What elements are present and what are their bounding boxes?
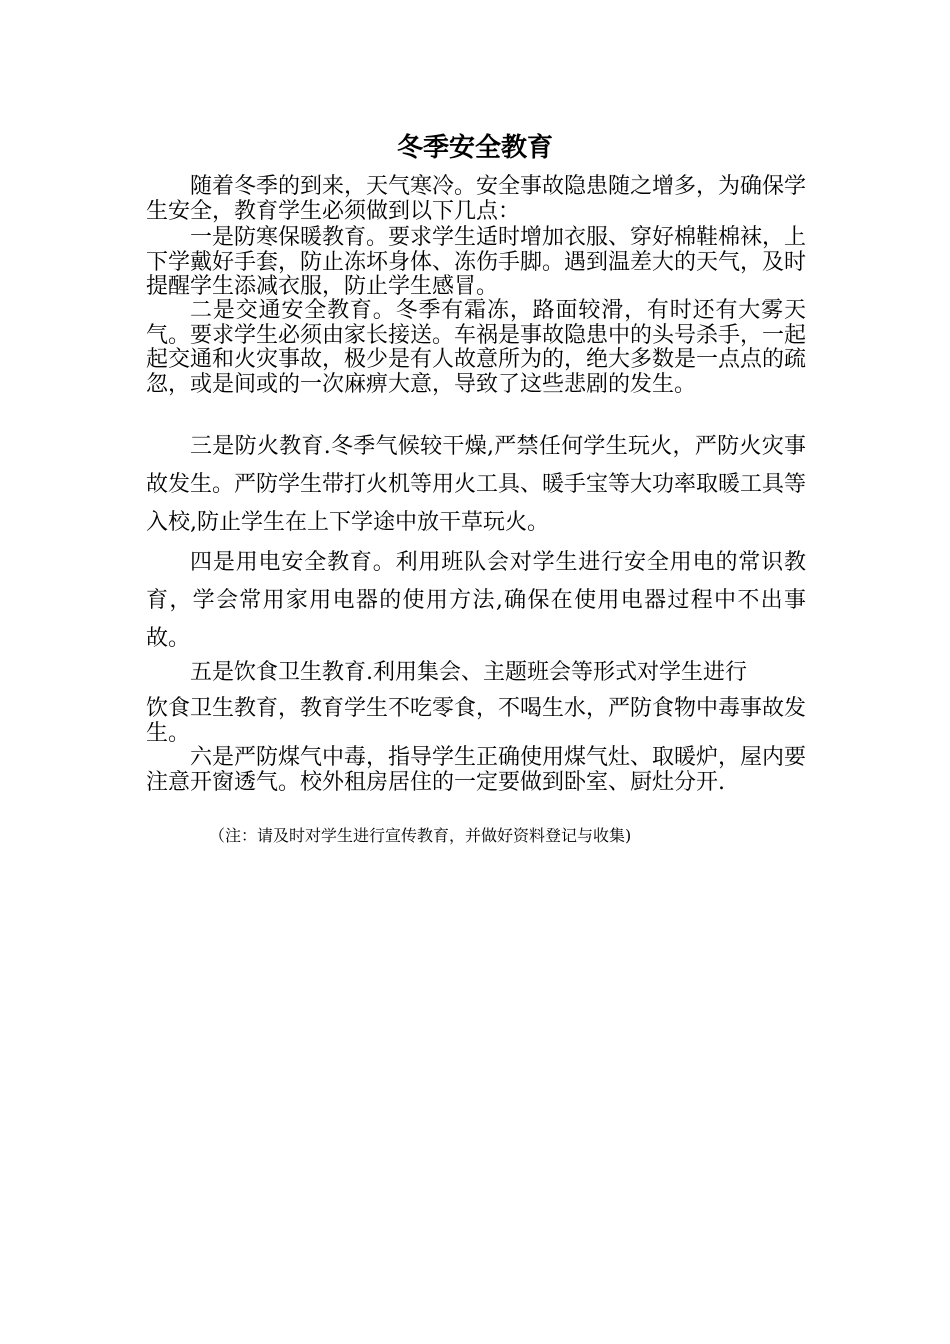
- page-title: 冬季安全教育: [396, 133, 553, 163]
- paragraph-electrical-safety: 四是用电安全教育。利用班队会对学生进行安全用电的常识教育，学会常用家用电器的使用方法,确保在使用电器过程中不出事故。: [146, 550, 806, 651]
- paragraph-traffic-safety: 二是交通安全教育。冬季有霜冻，路面较滑，有时还有大雾天气。要求学生必须由家长接送。车祸是事故隐患中的头号杀手，一起起交通和火灾事故，极少是有人故意所为的，绝大多数是一点点的疏忽，或是间或的一次麻痹大意，导致了这些悲剧的发生。: [146, 298, 807, 397]
- paragraph-cold-protection: 一是防寒保暖教育。要求学生适时增加衣服、穿好棉鞋棉袜，上下学戴好手套，防止冻坏身体、冻伤手脚。遇到温差大的天气，及时提醒学生添减衣服，防止学生感冒。: [146, 225, 807, 299]
- paragraph-intro: 随着冬季的到来，天气寒冷。安全事故隐患随之增多，为确保学生安全，教育学生必须做到以下几点：: [146, 174, 807, 224]
- paragraph-gas-safety: 六是严防煤气中毒，指导学生正确使用煤气灶、取暖炉，屋内要注意开窗透气。校外租房居住的一定要做到卧室、厨灶分开.: [146, 745, 807, 795]
- paragraph-food-hygiene-line1: 五是饮食卫生教育.利用集会、主题班会等形式对学生进行: [190, 660, 747, 685]
- footnote: （注：请及时对学生进行宣传教育，并做好资料登记与收集): [209, 826, 632, 845]
- paragraph-fire-safety: 三是防火教育.冬季气候较干燥,严禁任何学生玩火，严防火灾事故发生。严防学生带打火机等用火工具、暖手宝等大功率取暖工具等入校,防止学生在上下学途中放干草玩火。: [146, 434, 807, 535]
- paragraph-food-hygiene-continued: 饮食卫生教育，教育学生不吃零食，不喝生水，严防食物中毒事故发生。: [146, 696, 807, 746]
